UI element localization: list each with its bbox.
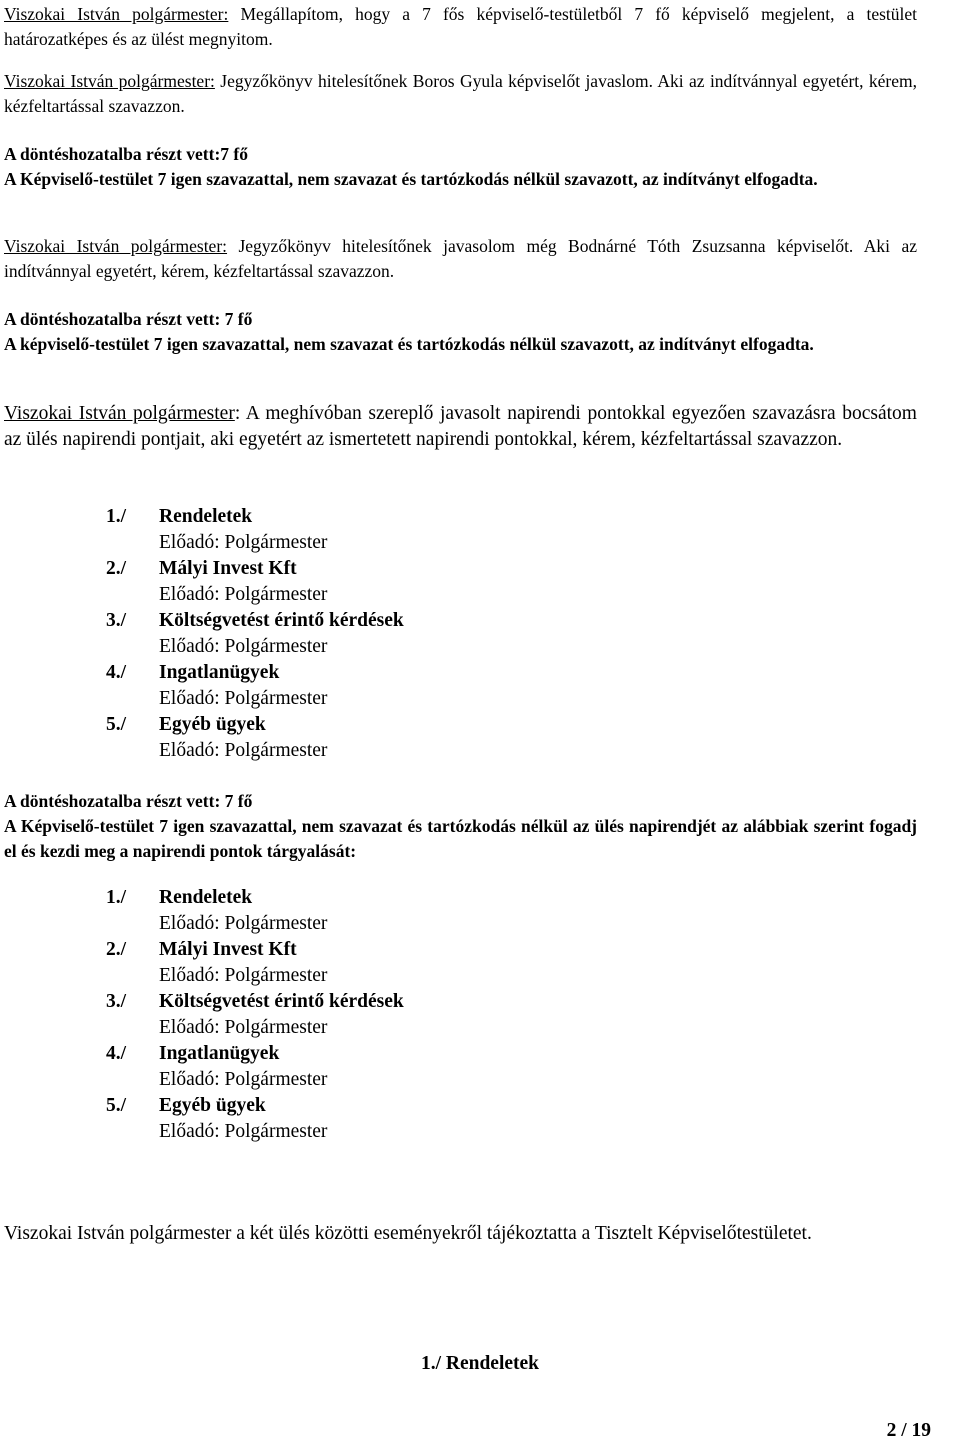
decision-participants: A döntéshozatalba részt vett:7 fő (4, 144, 248, 164)
agenda-item-title: Rendeletek (159, 506, 253, 527)
agenda-item-number: 1./ (106, 887, 127, 908)
decision-result: A Képviselő-testület 7 igen szavazattal, nem szavazat és tartózkodás nélkül az ülés napirendjét az alábbiak szerint fogadj el és kezdi meg a napirendi pontok tárgyalását: (4, 816, 917, 861)
agenda-item-title: Ingatlanügyek (159, 662, 280, 683)
agenda-item (106, 989, 606, 1041)
decision-result: A képviselő-testület 7 igen szavazattal, nem szavazat és tartózkodás nélkül szavazott, az indítványt elfogadta. (4, 334, 814, 354)
agenda-item-title: Rendeletek (159, 887, 253, 908)
agenda-item-number: 5./ (106, 1095, 127, 1116)
agenda-item-presenter: Előadó: Polgármester (159, 636, 328, 657)
paragraph-text: Jegyzőkönyv hitelesítőnek Boros Gyula képviselőt javaslom. Aki az indítvánnyal egyetért, kérem, kézfeltartással szavazzon. (4, 71, 918, 116)
agenda-item (106, 1093, 606, 1145)
agenda-item (106, 608, 606, 660)
agenda-list-proposed (106, 504, 606, 764)
agenda-item-presenter: Előadó: Polgármester (159, 1017, 328, 1038)
speaker-label: Viszokai István polgármester: (4, 71, 215, 91)
agenda-item-number: 3./ (106, 991, 127, 1012)
decision-block-2 (4, 307, 917, 357)
speaker-label: Viszokai István polgármester: (4, 4, 229, 24)
agenda-item-number: 3./ (106, 610, 127, 631)
decision-block-3 (4, 789, 917, 864)
agenda-item-number: 1./ (106, 506, 127, 527)
agenda-item-title: Mályi Invest Kft (159, 558, 297, 579)
agenda-item-number: 5./ (106, 714, 127, 735)
agenda-list-adopted (106, 885, 606, 1145)
agenda-item-number: 2./ (106, 939, 127, 960)
agenda-item-presenter: Előadó: Polgármester (159, 688, 328, 709)
agenda-item (106, 712, 606, 764)
page-number: 2 / 19 (886, 1420, 931, 1441)
agenda-item-presenter: Előadó: Polgármester (159, 740, 328, 761)
paragraph-text: Viszokai István polgármester a két ülés közötti eseményekről tájékoztatta a Tisztelt Képviselőtestületet. (4, 1223, 812, 1244)
agenda-item-title: Ingatlanügyek (159, 1043, 280, 1064)
agenda-item-title: Költségvetést érintő kérdések (159, 991, 404, 1012)
agenda-item-presenter: Előadó: Polgármester (159, 532, 328, 553)
agenda-item-title: Mályi Invest Kft (159, 939, 297, 960)
speaker-label: Viszokai István polgármester (4, 403, 235, 424)
agenda-item-title: Költségvetést érintő kérdések (159, 610, 404, 631)
agenda-item (106, 885, 606, 937)
agenda-item (106, 1041, 606, 1093)
agenda-item-presenter: Előadó: Polgármester (159, 965, 328, 986)
agenda-item (106, 937, 606, 989)
section-heading: 1./ Rendeletek (420, 1353, 540, 1374)
paragraph-interim-report (4, 1221, 917, 1247)
agenda-item-presenter: Előadó: Polgármester (159, 1069, 328, 1090)
agenda-item-number: 4./ (106, 1043, 127, 1064)
agenda-item (106, 660, 606, 712)
paragraph-text: Jegyzőkönyv hitelesítőnek javasolom még Bodnárné Tóth Zsuzsanna képviselőt. Aki az indítvánnyal egyetért, kérem, kézfeltartással szavazzon. (4, 236, 918, 281)
agenda-item-presenter: Előadó: Polgármester (159, 584, 328, 605)
agenda-item-presenter: Előadó: Polgármester (159, 913, 328, 934)
decision-result: A Képviselő-testület 7 igen szavazattal, nem szavazat és tartózkodás nélkül szavazott, az indítványt elfogadta. (4, 169, 818, 189)
agenda-item-title: Egyéb ügyek (159, 714, 266, 735)
paragraph-text: Megállapítom, hogy a 7 fős képviselő-testületből 7 fő képviselő megjelent, a testület határozatképes és az ülést megnyitom. (4, 4, 917, 49)
agenda-item-title: Egyéb ügyek (159, 1095, 266, 1116)
speaker-label: Viszokai István polgármester: (4, 236, 228, 256)
agenda-item-presenter: Előadó: Polgármester (159, 1121, 328, 1142)
paragraph-authenticator-2 (4, 234, 917, 284)
paragraph-opening (4, 2, 917, 52)
agenda-item-number: 2./ (106, 558, 127, 579)
decision-participants: A döntéshozatalba részt vett: 7 fő (4, 791, 253, 811)
agenda-item-number: 4./ (106, 662, 127, 683)
decision-participants: A döntéshozatalba részt vett: 7 fő (4, 309, 253, 329)
agenda-item (106, 504, 606, 556)
agenda-item (106, 556, 606, 608)
paragraph-authenticator-1 (4, 69, 917, 119)
paragraph-text: : A meghívóban szereplő javasolt napirendi pontokkal egyezően szavazásra bocsátom az ülés napirendi pontjait, aki egyetért az ismertetett napirendi pontokkal, kérem, kézfeltartással szavazzon. (4, 403, 917, 450)
paragraph-agenda-proposal (4, 401, 917, 453)
decision-block-1 (4, 142, 917, 192)
